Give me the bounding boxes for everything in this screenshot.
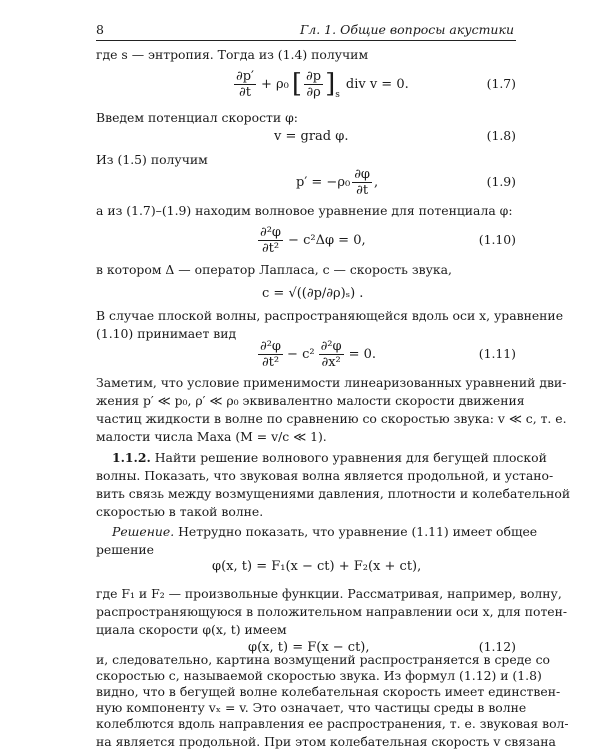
text-line: скоростью c, называемой скоростью звука. Из формул (1.12) и (1.8): [96, 668, 542, 683]
text-line: циала скорости φ(x, t) имеем: [96, 622, 287, 637]
equation-1-9: p′ = −ρ₀ $\frac{\partial\varphi}{\partial t}$ , (1.9): [296, 166, 516, 198]
text-line: распространяющуюся в положительном направлении оси x, для потен-: [96, 604, 568, 619]
fraction: $\frac{\text{∂²φ}}{\text{∂t²}}$: [260, 224, 282, 256]
text-line: вить связь между возмущениями давления, плотности и колебательной: [96, 486, 571, 501]
equation-number: (1.11): [478, 346, 516, 361]
text-line: жения p′ ≪ p₀, ρ′ ≪ ρ₀ эквивалентно малости скорости движения: [96, 393, 525, 408]
fraction: $\frac{\partial\varphi}{\partial t}$: [354, 166, 371, 198]
equation-general-solution: φ(x, t) = F₁(x − ct) + F₂(x + ct),: [212, 558, 422, 574]
text-line: решение: [96, 542, 154, 557]
text-line: Введем потенциал скорости φ:: [96, 110, 298, 125]
text-line: Из (1.5) получим: [96, 152, 208, 167]
chapter-title: Гл. 1. Общие вопросы акустики: [299, 22, 514, 37]
fraction: $\frac{\partial p'}{\partial t}$: [236, 68, 254, 100]
running-header: [96, 22, 516, 41]
text-line: а из (1.7)–(1.9) находим волновое уравнение для потенциала φ:: [96, 203, 513, 218]
text-line: на является продольной. При этом колебательная скорость v связана: [96, 734, 556, 749]
text-line: видно, что в бегущей волне колебательная скорость имеет единствен-: [96, 684, 561, 699]
equation-number: (1.10): [478, 232, 516, 247]
fraction: $\frac{\text{∂²φ}}{\text{∂x²}}$: [320, 338, 342, 370]
equation-1-7: $\frac{\partial p'}{\partial t}$ + ρ₀ [ $\frac{\partial p}{\partial\rho}$ ] s div v = 0. (1.7): [236, 68, 516, 100]
problem-number: 1.1.2.: [112, 450, 151, 465]
equation-sound-speed: c = √((∂p/∂ρ)ₛ) .: [262, 285, 364, 301]
text-line: (1.10) принимает вид: [96, 326, 237, 341]
equation-1-11: $\frac{\text{∂²φ}}{\text{∂t²}}$ − c² $\frac{\text{∂²φ}}{\text{∂x²}}$ = 0. (1.11): [260, 338, 516, 370]
equation-1-8: v = grad φ. (1.8): [274, 128, 516, 144]
text-line: частиц жидкости в волне по сравнению со скоростью звука: v ≪ c, т. е.: [96, 411, 567, 426]
text-line: скоростью в такой волне.: [96, 504, 264, 519]
equation-number: (1.8): [486, 128, 516, 143]
text-line: волны. Показать, что звуковая волна является продольной, и устано-: [96, 468, 554, 483]
text-line: где s — энтропия. Тогда из (1.4) получим: [96, 47, 369, 62]
equation-1-12: φ(x, t) = F(x − ct), (1.12): [248, 639, 516, 655]
fraction: $\frac{\partial p}{\partial\rho}$: [306, 68, 322, 100]
equation-number: (1.9): [486, 174, 516, 189]
equation-1-10: $\frac{\text{∂²φ}}{\text{∂t²}}$ − c²Δφ = 0, (1.10): [260, 224, 516, 256]
fraction: $\frac{\text{∂²φ}}{\text{∂t²}}$: [260, 338, 282, 370]
text-line: Заметим, что условие применимости линеаризованных уравнений дви-: [96, 375, 567, 390]
equation-number: (1.7): [486, 76, 516, 91]
page-number: 8: [96, 22, 104, 37]
text-line: в котором Δ — оператор Лапласа, c — скорость звука,: [96, 262, 452, 277]
solution-label: Решение.: [112, 524, 175, 539]
text-line: В случае плоской волны, распространяющейся вдоль оси x, уравнение: [96, 308, 564, 323]
problem-heading: 1.1.2. Найти решение волнового уравнения для бегущей плоской: [96, 450, 516, 466]
equation-number: (1.12): [478, 639, 516, 654]
text-line: малости числа Маха (M = v/c ≪ 1).: [96, 429, 327, 444]
text-line: где F₁ и F₂ — произвольные функции. Рассматривая, например, волну,: [96, 586, 562, 601]
text-line: колеблются вдоль направления ее распространения, т. е. звуковая вол-: [96, 716, 569, 731]
text-line: и, следовательно, картина возмущений распространяется в среде со: [96, 652, 550, 667]
solution-line: Решение. Нетрудно показать, что уравнение (1.11) имеет общее: [96, 524, 516, 540]
text-line: ную компоненту vₓ = v. Это означает, что частицы среды в волне: [96, 700, 527, 715]
